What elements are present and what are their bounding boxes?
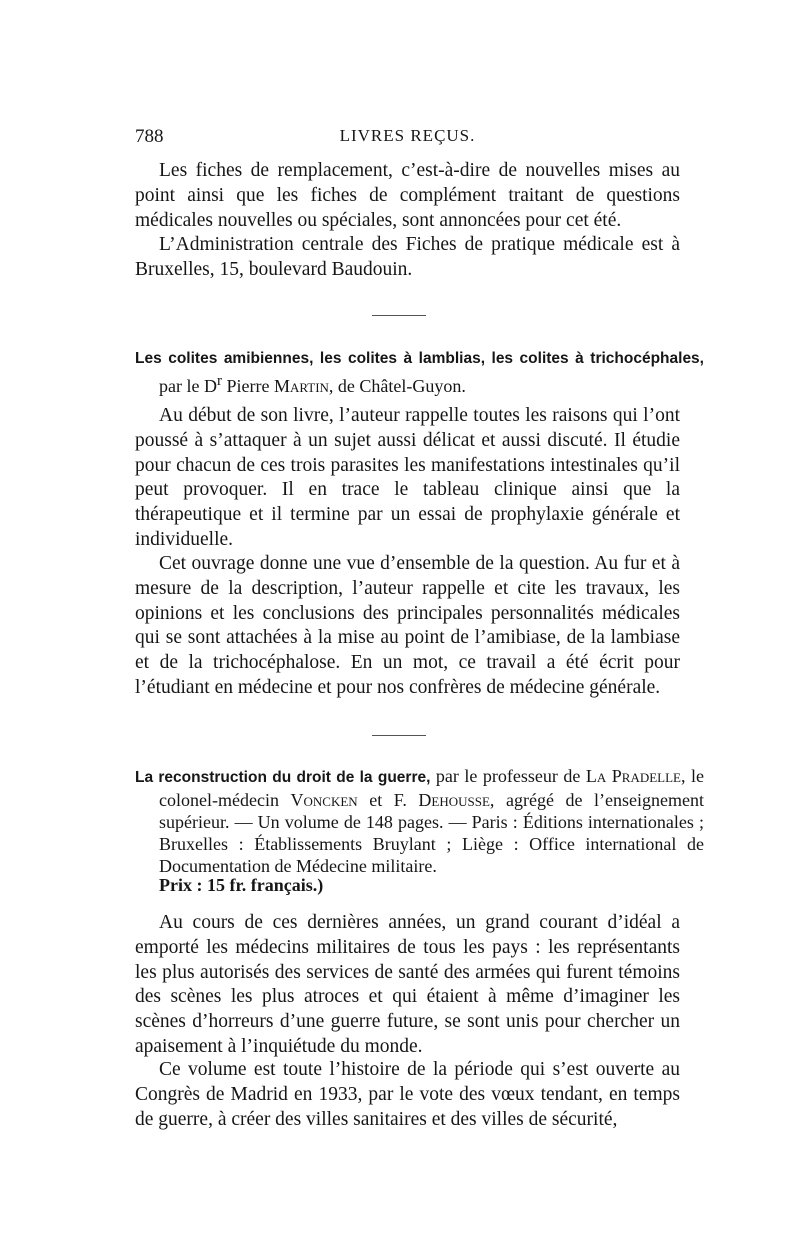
- byline-text: et F.: [357, 790, 419, 810]
- section-divider: [372, 315, 426, 316]
- author-name: La Pradelle: [585, 766, 681, 786]
- paragraph: Au début de son livre, l’auteur rappelle toutes les raisons qui l’ont poussé à s’attaquer à un sujet aussi délicat et aussi discuté. Il étudie pour chacun de ces trois parasites les manifestations intestinales qu’il peut provoquer. Il en trace le tableau clinique ainsi que la thérapeutique et il termine par un essai de prophylaxie générale et individuelle.: [135, 405, 680, 550]
- section-divider: [372, 735, 426, 736]
- review-title: Les colites amibiennes, les colites à lamblias, les colites à trichocéphales,: [135, 350, 704, 367]
- review-price: [159, 874, 679, 896]
- byline: par le professeur de: [430, 766, 586, 786]
- byline-text: , le colonel-médecin: [159, 766, 704, 810]
- paragraph: L’Administration centrale des Fiches de pratique médicale est à Bruxelles, 15, boulevard Baudouin.: [135, 234, 680, 280]
- paragraph: Au cours de ces dernières années, un grand courant d’idéal a emporté les médecins militaires de tous les pays : les représentants les plus autorisés des services de santé des armées qui furent témoins des scènes les plus atroces et qui étaient à même d’imaginer les scènes d’horreurs d’une guerre future, se sont unis pour chercher un apaisement à l’inquiétude du monde.: [135, 912, 680, 1057]
- author-name: Dehousse: [418, 790, 490, 810]
- author-first-name: Pierre: [221, 376, 274, 396]
- paragraph: Ce volume est toute l’histoire de la période qui s’est ouverte au Congrès de Madrid en 1933, par le vote des vœux tendant, en temps de guerre, à créer des villes sanitaires et des villes de sécurité,: [135, 1059, 680, 1130]
- paragraph: Les fiches de remplacement, c’est-à-dire de nouvelles mises au point ainsi que les fiches de complément traitant de questions médicales nouvelles ou spéciales, sont annoncées pour cet été.: [135, 160, 680, 231]
- review-heading: [135, 765, 704, 877]
- price-text: Prix : 15 fr. français.): [159, 875, 324, 895]
- running-title: LIVRES REÇUS.: [339, 126, 476, 145]
- publication-details: , agrégé de l’enseignement supérieur. — Un volume de 148 pages. — Paris : Éditions internationales ; Bruxelles : Établissements Bruylant ; Liège : Office international de Documentation de Médecine militaire.: [159, 790, 704, 876]
- byline: par le D: [159, 376, 217, 396]
- author-place: , de Châtel-Guyon.: [328, 376, 466, 396]
- review-heading: [135, 346, 704, 397]
- author-surname: Martin: [273, 376, 329, 396]
- byline-superscript: r: [216, 373, 222, 389]
- review-title: La reconstruction du droit de la guerre,: [135, 769, 431, 786]
- author-name: Voncken: [290, 790, 358, 810]
- paragraph: Cet ouvrage donne une vue d’ensemble de la question. Au fur et à mesure de la description, l’auteur rappelle et cite les travaux, les opinions et les conclusions des principales personnalités médicales qui se sont attachées à la mise au point de l’amibiase, de la lambiase et de la trichocéphalose. En un mot, ce travail a été écrit pour l’étudiant en médecine et pour nos confrères de médecine générale.: [135, 553, 680, 698]
- page-number: 788: [135, 126, 164, 147]
- page-header: [135, 126, 680, 150]
